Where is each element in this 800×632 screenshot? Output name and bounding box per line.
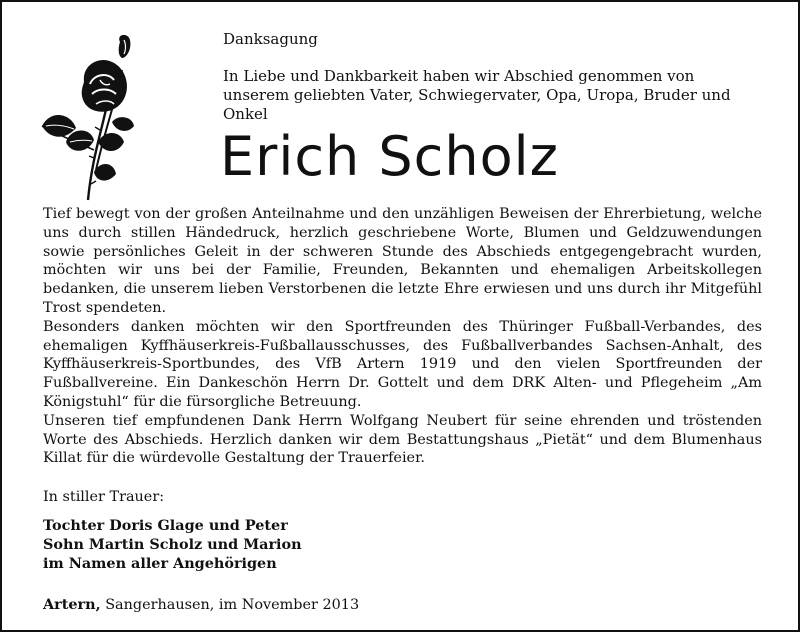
rose-icon	[36, 30, 148, 202]
body-paragraph: Unseren tief empfundenen Dank Herrn Wolfgang Neubert für seine ehrenden und tröstenden Worte des Abschieds. Herzlich danken wir dem Bestattungshaus „Pietät“ und dem Blumenhaus Killat für die würdevolle Gestaltung der Trauerfeier.	[43, 412, 762, 467]
place-town: Artern,	[43, 596, 101, 613]
body-paragraph: Besonders danken möchten wir den Sportfreunden des Thüringer Fußball-Verbandes, des ehemaligen Kyffhäuserkreis-Fußballausschusses, des Fußballverbandes Sachsen-Anhalt, des Kyffhäuserkreis-Sportbundes, des VfB Artern 1919 und den vielen Sportfreunden der Fußballvereine. Ein Dankeschön Herrn Dr. Gottelt und dem DRK Alten- und Pflegeheim „Am Königstuhl“ für die fürsorgliche Betreuung.	[43, 318, 762, 410]
header-text: In Liebe und Dankbarkeit haben wir Abschied genommen von unserem geliebten Vater, Schwiegervater, Opa, Uropa, Bruder und Onkel	[223, 67, 731, 123]
mourning-label: In stiller Trauer:	[43, 489, 165, 505]
deceased-name: Erich Scholz	[220, 125, 559, 188]
place-date	[43, 596, 359, 613]
signer-line: im Namen aller Angehörigen	[43, 554, 277, 572]
place-rest: Sangerhausen, im November 2013	[105, 597, 360, 613]
body-text	[43, 205, 762, 468]
body-paragraph: Tief bewegt von der großen Anteilnahme und den unzähligen Beweisen der Ehrerbietung, welche uns durch stillen Händedruck, herzlich geschriebene Worte, Blumen und Geldzuwendungen sowie persönliches Geleit in der schweren Stunde des Abschieds entgegengebracht wurden, möchten wir uns bei der Familie, Freunden, Bekannten und ehemaligen Arbeitskollegen bedanken, die unserem lieben Verstorbenen die letzte Ehre erwiesen und uns durch ihr Mitgefühl Trost spendeten.	[43, 206, 762, 316]
header-label: Danksagung	[223, 30, 318, 48]
signers-list	[43, 517, 302, 573]
signer-line: Sohn Martin Scholz und Marion	[43, 535, 302, 553]
signer-line: Tochter Doris Glage und Peter	[43, 517, 288, 534]
